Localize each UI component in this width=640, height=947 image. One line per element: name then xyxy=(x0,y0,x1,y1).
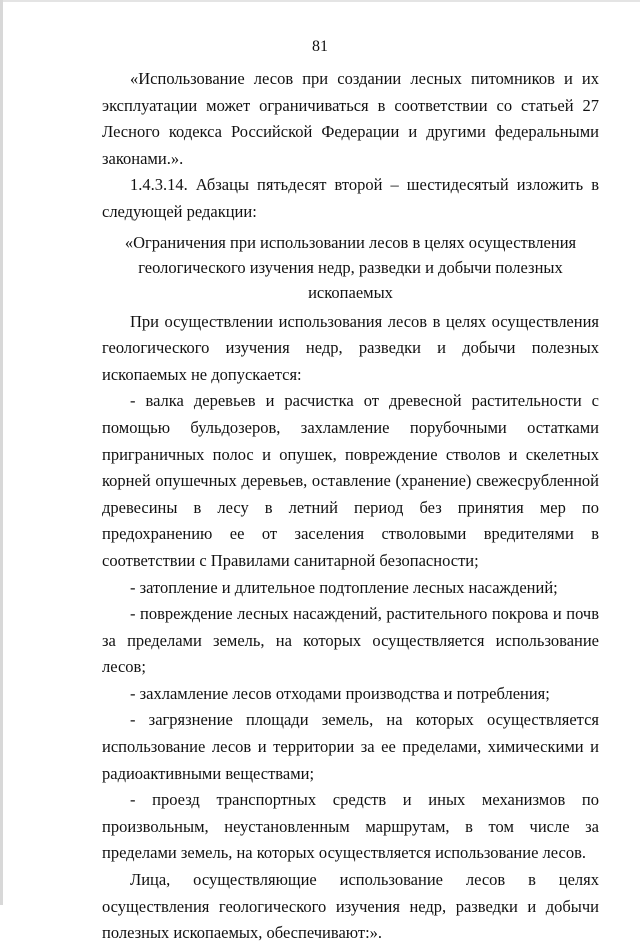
paragraph-amendment: 1.4.3.14. Абзацы пятьдесят второй – шестидесятый изложить в следующей редакции: xyxy=(102,175,599,221)
list-item: - захламление лесов отходами производства и потребления; xyxy=(130,683,550,703)
document-body xyxy=(102,66,599,947)
scan-edge-top xyxy=(0,0,640,2)
list-item: - загрязнение площади земель, на которых осуществляется использование лесов и территории за ее пределами, химическими и радиоактивными веществами; xyxy=(102,710,599,783)
page-number: 81 xyxy=(312,38,328,55)
section-heading-line-1: «Ограничения при использовании лесов в целях осуществления xyxy=(124,232,577,252)
list-item: - проезд транспортных средств и иных механизмов по произвольным, неустановленным маршрутам, в том числе за пределами земель, на которых осуществляется использование лесов. xyxy=(102,790,599,863)
list-item: - валка деревьев и расчистка от древесной растительности с помощью бульдозеров, захламление порубочными остатками приграничных полос и опушек, повреждение стволов и скелетных корней опушечных деревьев, оставление (хранение) свежесрубленной древесины в лесу в летний период без принятия мер по предохранению ее от заселения стволовыми вредителями в соответствии с Правилами санитарной безопасности; xyxy=(102,391,599,570)
scan-edge-left xyxy=(0,0,3,905)
paragraph-intro: При осуществлении использования лесов в целях осуществления геологического изучения недр, разведки и добычи полезных ископаемых не допускается: xyxy=(102,311,599,384)
paragraph-quote: «Использование лесов при создании лесных питомников и их эксплуатации может ограничиваться в соответствии со статьей 27 Лесного кодекса Российской Федерации и другими федеральными законами.». xyxy=(102,69,599,168)
section-heading-line-2: геологического изучения недр, разведки и добычи полезных ископаемых xyxy=(138,257,563,302)
paragraph-closing: Лица, осуществляющие использование лесов в целях осуществления геологического изучения недр, разведки и добычи полезных ископаемых, обеспечивают:». xyxy=(102,870,599,943)
list-item: - затопление и длительное подтопление лесных насаждений; xyxy=(130,577,558,597)
list-item: - повреждение лесных насаждений, растительного покрова и почв за пределами земель, на которых осуществляется использование лесов; xyxy=(102,604,599,677)
